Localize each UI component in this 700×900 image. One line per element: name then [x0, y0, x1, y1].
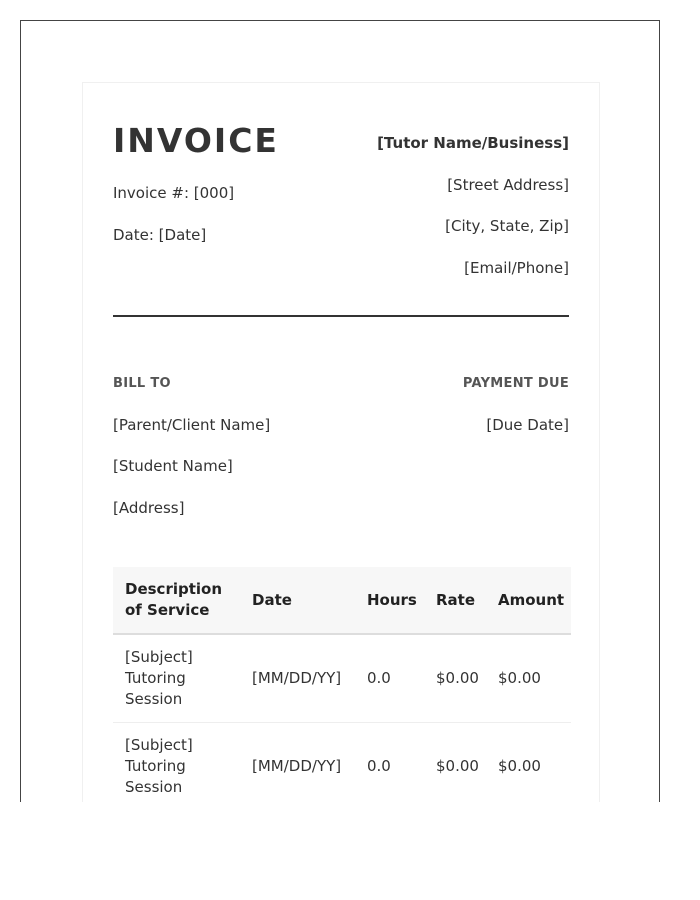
column-header-rate: Rate [424, 567, 486, 634]
row-date: [MM/DD/YY] [240, 634, 355, 723]
tutor-name: [Tutor Name/Business] [377, 134, 569, 152]
table-row [113, 634, 571, 723]
row-rate: $0.00 [424, 723, 486, 803]
row-hours: 0.0 [355, 634, 424, 723]
row-hours: 0.0 [355, 723, 424, 803]
column-header-description: Description of Service [113, 567, 240, 634]
bill-to-address: [Address] [113, 499, 185, 517]
row-date: [MM/DD/YY] [240, 723, 355, 803]
bill-to-client: [Parent/Client Name] [113, 416, 271, 434]
bill-to-student: [Student Name] [113, 457, 233, 475]
tutor-contact: [Email/Phone] [464, 259, 569, 277]
row-amount: $0.00 [486, 723, 571, 803]
column-header-amount: Amount [486, 567, 571, 634]
table-header-row [113, 567, 571, 634]
payment-due-date: [Due Date] [486, 416, 569, 434]
invoice-title: INVOICE [113, 121, 279, 160]
invoice-content [113, 83, 569, 796]
invoice-date: Date: [Date] [113, 226, 207, 244]
payment-due-label: PAYMENT DUE [462, 376, 569, 391]
services-table [113, 567, 571, 802]
row-rate: $0.00 [424, 634, 486, 723]
invoice-page [82, 82, 600, 802]
tutor-city: [City, State, Zip] [445, 217, 569, 235]
invoice-header [113, 83, 569, 317]
bill-to-label: BILL TO [113, 376, 171, 391]
invoice-number: Invoice #: [000] [113, 184, 235, 202]
table-row [113, 723, 571, 803]
row-description: [Subject] Tutoring Session [113, 723, 240, 803]
row-amount: $0.00 [486, 634, 571, 723]
document-viewport [20, 20, 660, 802]
column-header-date: Date [240, 567, 355, 634]
row-description: [Subject] Tutoring Session [113, 634, 240, 723]
tutor-street: [Street Address] [447, 176, 569, 194]
column-header-hours: Hours [355, 567, 424, 634]
